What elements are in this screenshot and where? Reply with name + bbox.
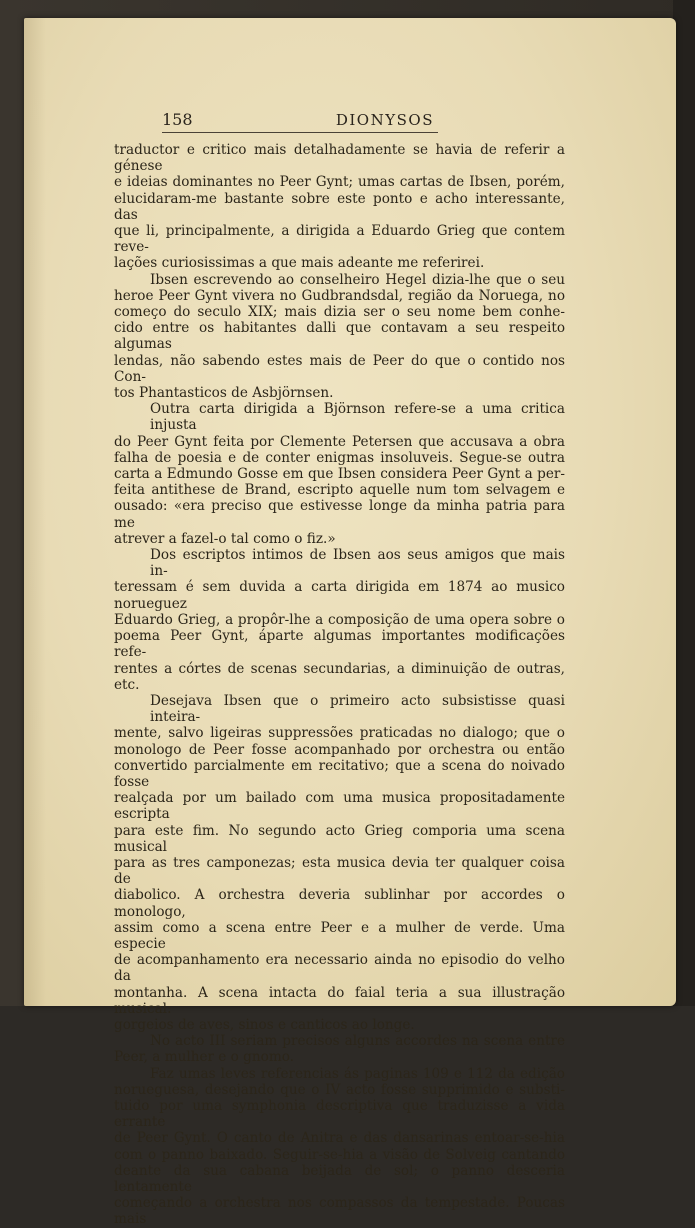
text-line: falha de poesia e de conter enigmas insoluveis. Segue-se outra — [114, 449, 565, 466]
text-line: realçada por um bailado com uma musica propositadamente escripta — [114, 790, 565, 823]
text-line: começo do seculo XIX; mais dizia ser o seu nome bem conhe- — [114, 304, 565, 321]
text-line: gorgeios de aves, sinos e canticos ao longe. — [114, 1016, 415, 1033]
text-line: que li, principalmente, a dirigida a Eduardo Grieg que contem reve- — [114, 223, 565, 256]
text-line: lações curiosissimas a que mais adeante me referirei. — [114, 255, 485, 272]
text-line: assim como a scena entre Peer e a mulher de verde. Uma especie — [114, 919, 565, 952]
text-line: Peer, a mulher e o gnomo. — [114, 1049, 294, 1066]
text-line: rentes a córtes de scenas secundarias, a diminuição de outras, etc. — [114, 660, 565, 693]
text-line: diabolico. A orchestra deveria sublinhar por accordes o monologo, — [114, 887, 565, 920]
text-line: com o panno baixado. Seguir-se-hia a visão de Solveig cantando — [114, 1146, 565, 1163]
text-line: Ibsen escrevendo ao conselheiro Hegel dizia-lhe que o seu — [150, 271, 565, 288]
text-line: começando a orchestra nos compassos da tempestade. Poucas mais — [114, 1195, 565, 1228]
text-line: para as tres camponezas; esta musica devia ter qualquer coisa de — [114, 854, 565, 888]
text-line: Dos escriptos intimos de Ibsen aos seus amigos que mais in- — [150, 547, 565, 580]
page-header — [162, 106, 438, 133]
text-line: e ideias dominantes no Peer Gynt; umas cartas de Ibsen, porém, — [114, 174, 565, 191]
text-line: lendas, não sabendo estes mais de Peer do que o contido nos Con- — [114, 352, 565, 385]
text-line: de Peer Gynt. O canto de Anitra e das dansarinas entoar-se-hia — [114, 1130, 565, 1147]
text-line: de acompanhamento era necessario ainda no episodio do velho da — [114, 952, 565, 985]
text-line: tos Phantasticos de Asbjörnsen. — [114, 385, 334, 402]
text-line: teressam é sem duvida a carta dirigida em 1874 ao musico norueguez — [114, 579, 565, 612]
text-line: norueguesa, desejando que o IV acto fosse supprimido e substi- — [114, 1081, 565, 1098]
text-line: Desejava Ibsen que o primeiro acto subsistisse quasi inteira- — [150, 692, 565, 726]
text-line: cido entre os habitantes dalli que contavam a seu respeito algumas — [114, 320, 565, 353]
text-line: elucidaram-me bastante sobre este ponto e acho interessante, das — [114, 190, 565, 223]
text-line: poema Peer Gynt, áparte algumas importantes modificações refe- — [114, 628, 565, 661]
text-line: convertido parcialmente em recitativo; que a scena do noivado fosse — [114, 757, 565, 790]
text-line: Outra carta dirigida a Björnson refere-se a uma critica injusta — [150, 401, 565, 434]
text-line: heroe Peer Gynt vivera no Gudbrandsdal, região da Noruega, no — [114, 287, 565, 304]
text-line: carta a Edmundo Gosse em que Ibsen considera Peer Gynt a per- — [114, 466, 565, 483]
text-line: ousado: «era preciso que estivesse longe da minha patria para me — [114, 498, 565, 531]
text-line: do Peer Gynt feita por Clemente Petersen que accusava a obra — [114, 433, 565, 450]
text-line: feita antithese de Brand, escripto aquelle num tom selvagem e — [114, 482, 565, 499]
text-line: No acto III seriam precisos alguns accordes na scena entre — [150, 1033, 565, 1050]
scan-edge — [673, 0, 695, 1006]
page-number: 158 — [162, 110, 193, 129]
text-line: tuido por uma symphonia descriptiva que traduzisse a vida errante — [114, 1097, 565, 1131]
running-title: DIONYSOS — [335, 111, 434, 129]
text-line: atrever a fazel-o tal como o fiz.» — [114, 530, 336, 547]
text-line: deante da sua cabana beijada de sol; o panno desceria lentamente — [114, 1162, 565, 1195]
text-line: Faz umas leves referencias ás paginas 109 e 112 da edição — [150, 1065, 565, 1082]
text-line: para este fim. No segundo acto Grieg comporia uma scena musical — [114, 822, 565, 855]
text-line: montanha. A scena intacta do faial teria a sua illustração musical: — [114, 984, 565, 1017]
text-line: monologo de Peer fosse acompanhado por orchestra ou então — [114, 741, 565, 758]
text-line: traductor e critico mais detalhadamente se havia de referir a génese — [114, 142, 565, 175]
body-text — [114, 142, 565, 1228]
text-line: Eduardo Grieg, a propôr-lhe a composição de uma opera sobre o — [114, 611, 565, 628]
text-line: mente, salvo ligeiras suppressões praticadas no dialogo; que o — [114, 725, 565, 742]
